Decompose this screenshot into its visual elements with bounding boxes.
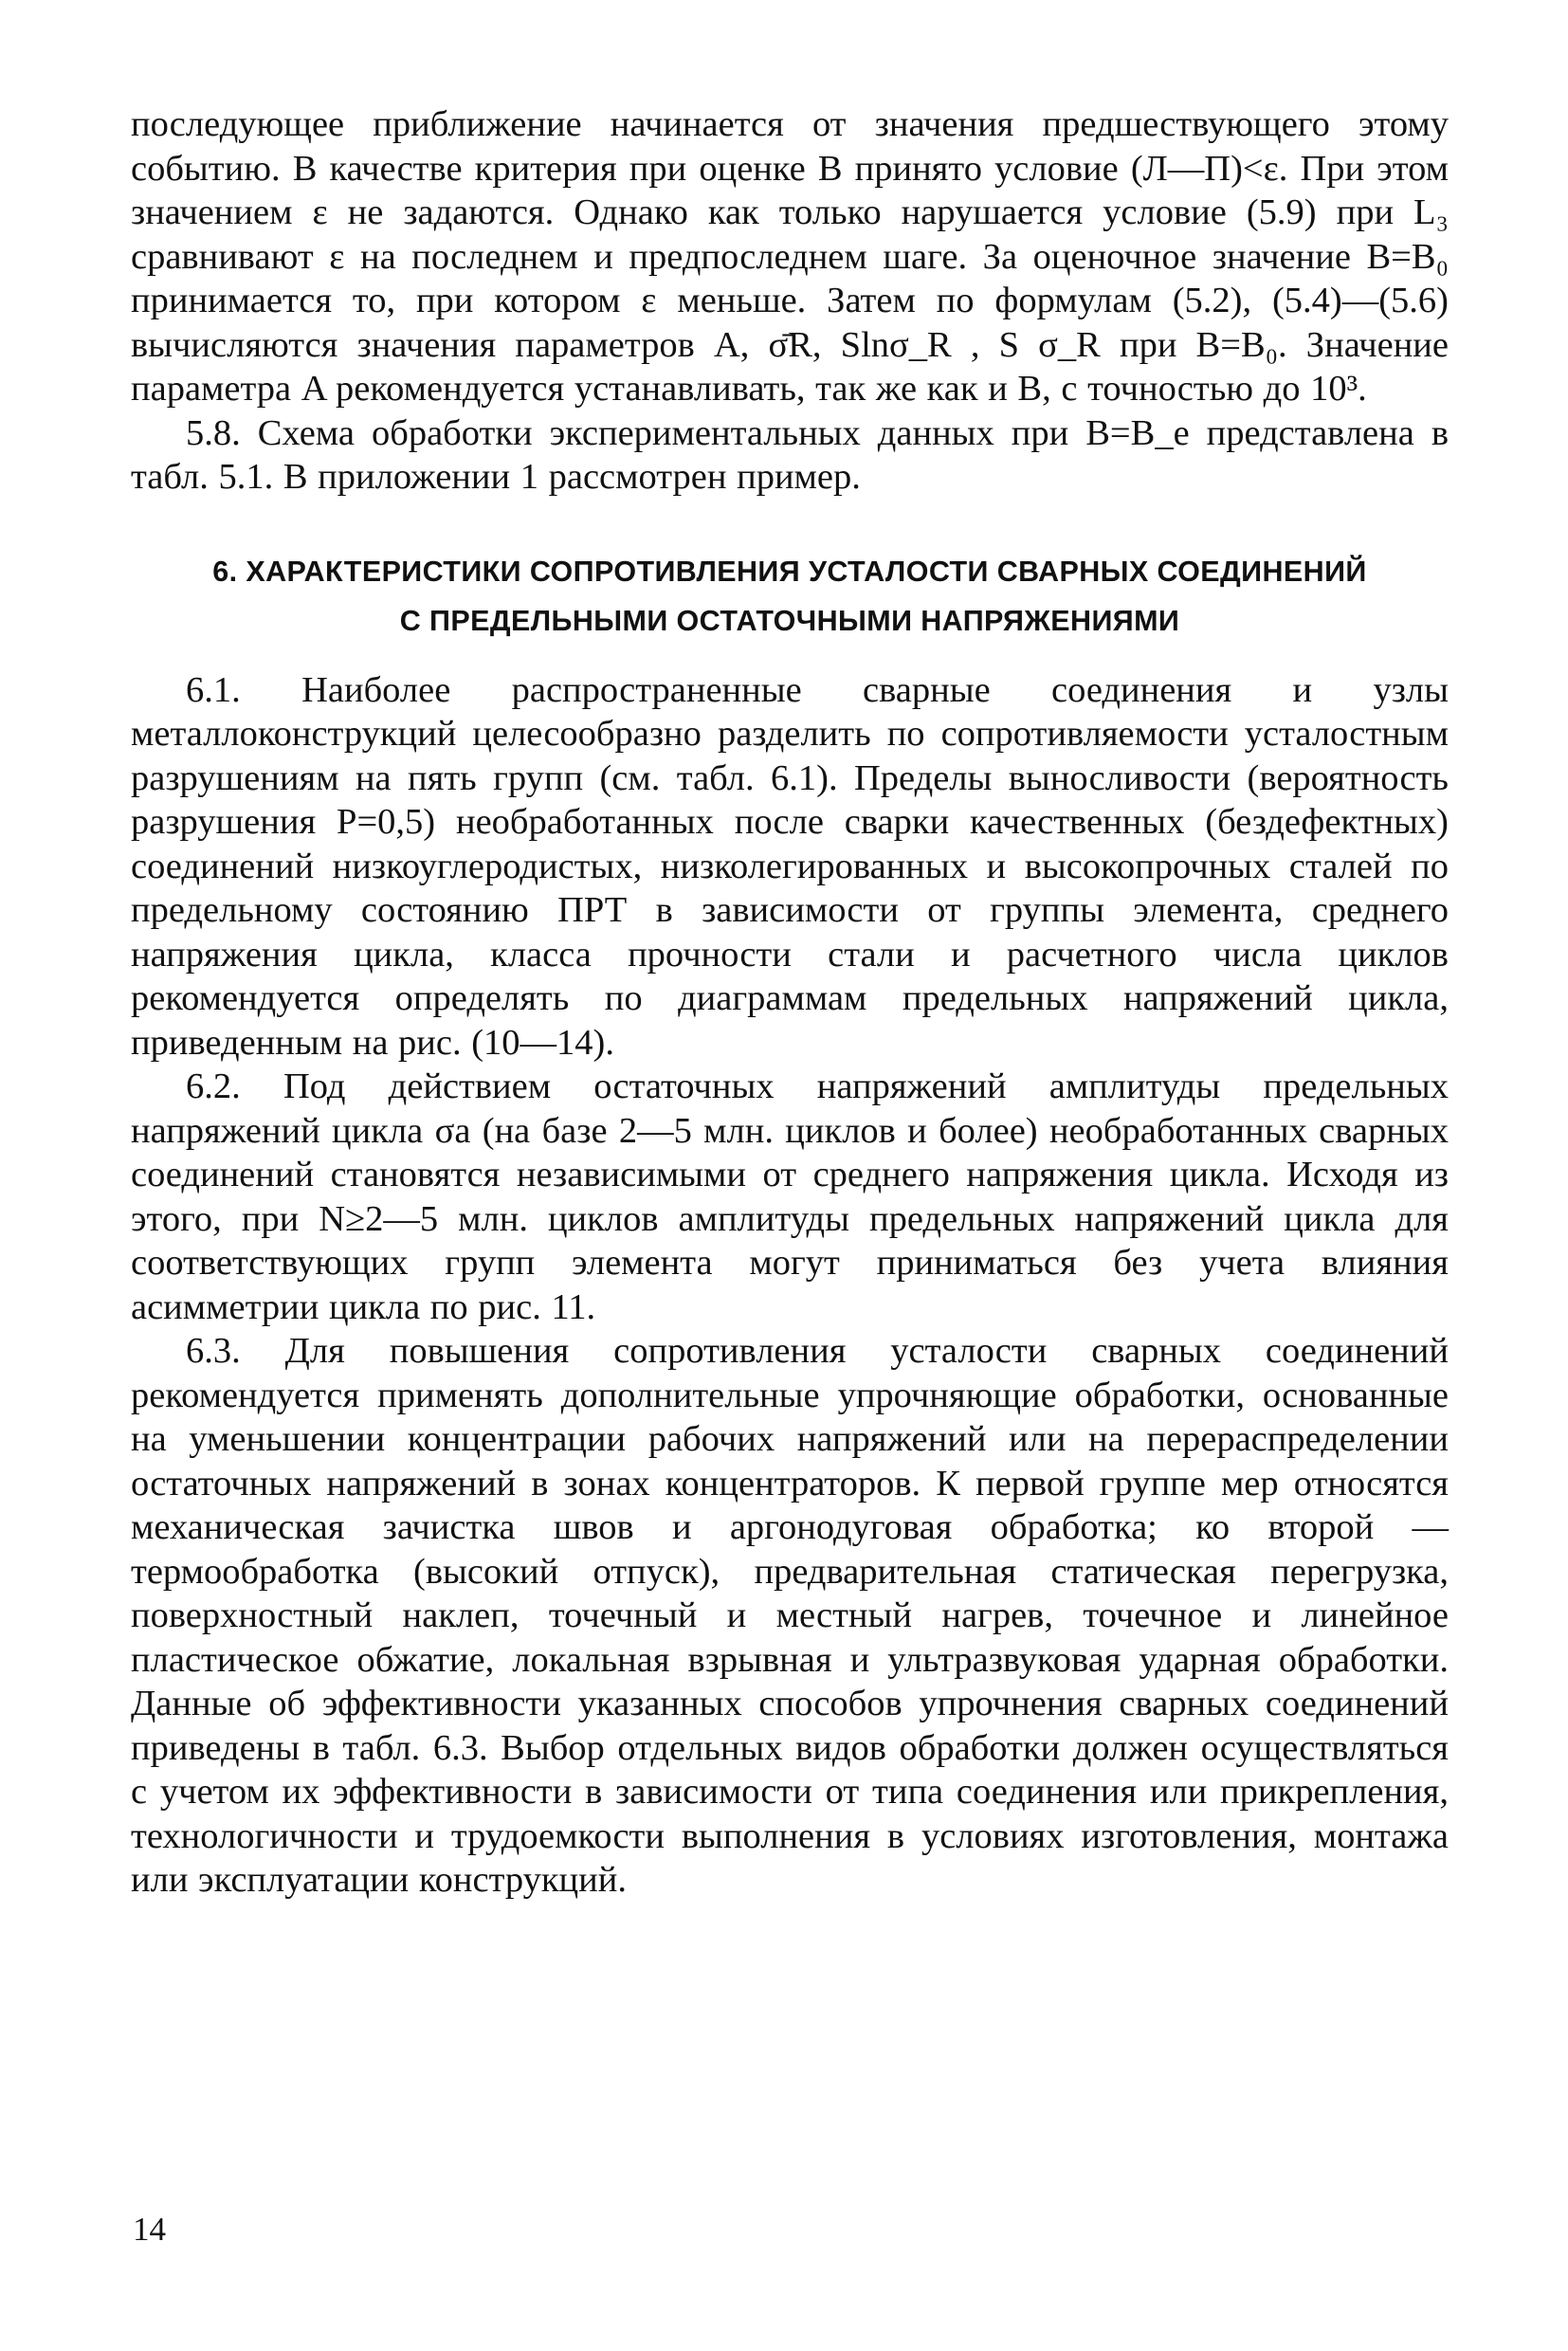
paragraph-6-3: 6.3. Для повышения сопротивления усталости сварных соединений рекомендуется применять дополнительные упрочняющие обработки, основанные на уменьшении концентрации рабочих напряжений или на перераспределении остаточных напряжений в зонах концентраторов. К первой группе мер относятся механическая зачистка швов и аргонодуговая обработка; ко второй — термообработка (высокий отпуск), предварительная статическая перегрузка, поверхностный наклеп, точечный и местный нагрев, точечное и линейное пластическое обжатие, локальная взрывная и ультразвуковая ударная обработки. Данные об эффективности указанных способов упрочнения сварных соединений приведены в табл. 6.3. Выбор отдельных видов обработки должен осуществляться с учетом их эффективности в зависимости от типа соединения или прикрепления, технологичности и трудоемкости выполнения в условиях изготовления, монтажа или эксплуатации конструкций.: [131, 1331, 1449, 1900]
page-number: 14: [133, 2211, 166, 2248]
section-heading-line-2: С ПРЕДЕЛЬНЫМИ ОСТАТОЧНЫМИ НАПРЯЖЕНИЯМИ: [399, 604, 1180, 637]
text-column: [131, 102, 1449, 1903]
section-heading: [131, 547, 1449, 646]
section-spacer: [131, 646, 1449, 668]
paragraph-6-1: 6.1. Наиболее распространенные сварные соединения и узлы металлоконструкций целесообразно разделить по сопротивляемости усталостным разрушениям на пять групп (см. табл. 6.1). Пределы выносливости (вероятность разрушения P=0,5) необработанных после сварки качественных (бездефектных) соединений низкоуглеродистых, низколегированных и высокопрочных сталей по предельному состоянию ПРТ в зависимости от группы элемента, среднего напряжения цикла, класса прочности стали и расчетного числа циклов рекомендуется определять по диаграммам предельных напряжений цикла, приведенным на рис. (10—14).: [131, 669, 1449, 1063]
section-heading-line-1: 6. ХАРАКТЕРИСТИКИ СОПРОТИВЛЕНИЯ УСТАЛОСТИ СВАРНЫХ СОЕДИНЕНИЙ: [212, 555, 1367, 588]
paragraph-5-8: 5.8. Схема обработки экспериментальных данных при B=B_e представлена в табл. 5.1. В приложении 1 рассмотрен пример.: [131, 412, 1449, 497]
opening-paragraph: последующее приближение начинается от значения предшествующего этому событию. В качестве критерия при оценке B принято условие (Л—П)<ε. При этом значением ε не задаются. Однако как только нарушается условие (5.9) при L₃ сравнивают ε на последнем и предпоследнем шаге. За оценочное значение B=B₀ принимается то, при котором ε меньше. Затем по формулам (5.2), (5.4)—(5.6) вычисляются значения параметров A, σ̄R, Slnσ_R , S σ_R при B=B₀. Значение параметра A рекомендуется устанавливать, так же как и B, с точностью до 10³.: [131, 104, 1449, 409]
paragraph-6-2: 6.2. Под действием остаточных напряжений амплитуды предельных напряжений цикла σa (на базе 2—5 млн. циклов и более) необработанных сварных соединений становятся независимыми от среднего напряжения цикла. Исходя из этого, при N≥2—5 млн. циклов амплитуды предельных напряжений цикла для соответствующих групп элемента могут приниматься без учета влияния асимметрии цикла по рис. 11.: [131, 1066, 1449, 1327]
section-spacer: [131, 500, 1449, 547]
